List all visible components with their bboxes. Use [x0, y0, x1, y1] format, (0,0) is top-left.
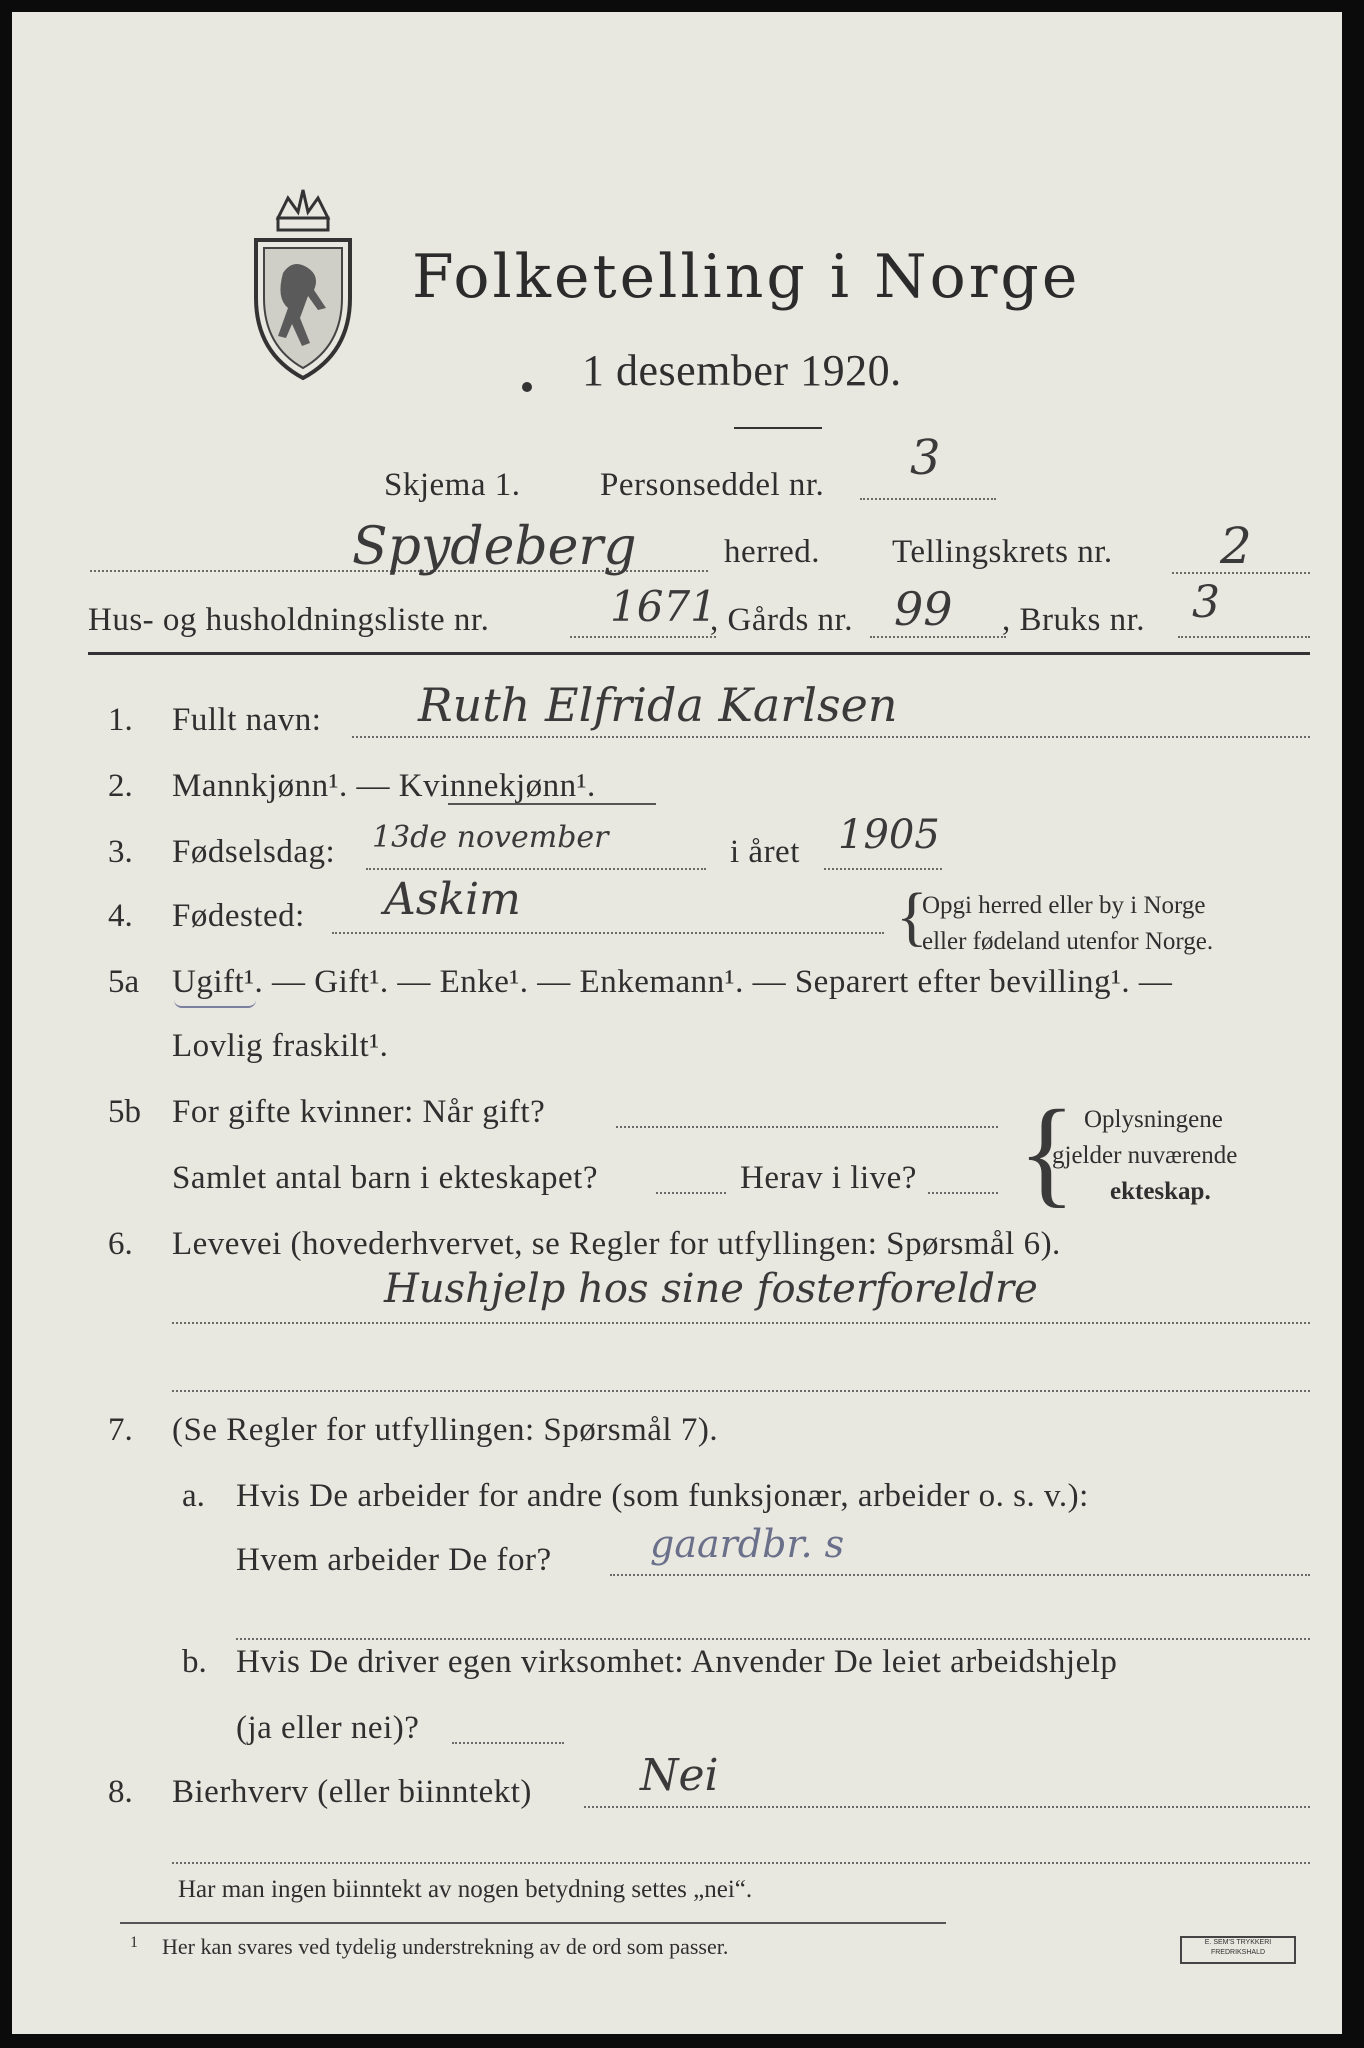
side-income-value[interactable]: Nei	[640, 1750, 719, 1801]
q7b-line-1: Hvis De driver egen virksomhet: Anvender De leiet arbeidshjelp	[236, 1644, 1118, 1680]
schema-label: Skjema 1.	[384, 467, 521, 503]
q4-label: Fødested:	[172, 898, 305, 934]
q4-number: 4.	[108, 898, 133, 934]
gards-value[interactable]: 99	[894, 582, 953, 636]
q3-label: Fødselsdag:	[172, 834, 336, 870]
q7b-line-2: (ja eller nei)?	[236, 1710, 420, 1746]
footnote-mark: 1	[130, 1934, 138, 1951]
header-rule	[88, 652, 1310, 655]
q5b-line-1: For gifte kvinner: Når gift?	[172, 1094, 546, 1130]
q7-number: 7.	[108, 1412, 133, 1448]
q4-brace: {	[896, 880, 928, 953]
personseddel-label: Personseddel nr.	[600, 467, 825, 503]
birth-year-value[interactable]: 1905	[838, 812, 940, 858]
occupation-value[interactable]: Hushjelp hos sine fosterforeldre	[384, 1266, 1038, 1312]
q5b-line-2b: Herav i live?	[740, 1160, 917, 1196]
footer-note: Har man ingen biinntekt av nogen betydning settes „nei“.	[178, 1876, 753, 1903]
page-title: Folketelling i Norge	[412, 242, 1081, 312]
bruks-value[interactable]: 3	[1192, 577, 1220, 628]
marital-options: Ugift¹. — Gift¹. — Enke¹. — Enkemann¹. — Separert efter bevilling¹. —	[172, 964, 1173, 1000]
footnote-text: Her kan svares ved tydelig understrekning av de ord som passer.	[162, 1934, 729, 1959]
title-divider	[734, 427, 822, 429]
footnote-rule	[120, 1922, 946, 1924]
q7a-letter: a.	[182, 1478, 205, 1514]
q4-note-2: eller fødeland utenfor Norge.	[922, 928, 1214, 955]
marital-options-cont: Lovlig fraskilt¹.	[172, 1028, 389, 1064]
q4-note-1: Opgi herred eller by i Norge	[922, 892, 1206, 919]
dot-mark	[522, 382, 532, 392]
gender-options: Mannkjønn¹. — Kvinnekjønn¹.	[172, 768, 596, 804]
tellingskrets-label: Tellingskrets nr.	[892, 534, 1113, 570]
birthday-value[interactable]: 13de november	[372, 820, 609, 855]
q1-number: 1.	[108, 702, 133, 738]
q7-label: (Se Regler for utfyllingen: Spørsmål 7).	[172, 1412, 719, 1448]
printer-stamp: E. SEM'S TRYKKERI FREDRIKSHALD	[1180, 1936, 1296, 1964]
coat-of-arms-icon	[248, 178, 358, 388]
employer-value[interactable]: gaardbr. s	[650, 1522, 845, 1566]
tellingskrets-value[interactable]: 2	[1220, 517, 1252, 575]
census-date: 1 desember 1920.	[582, 346, 902, 395]
q3-year-label: i året	[730, 834, 800, 870]
personseddel-value[interactable]: 3	[910, 430, 941, 486]
full-name-value[interactable]: Ruth Elfrida Karlsen	[418, 678, 898, 732]
herred-label: herred.	[724, 534, 821, 570]
birthplace-value[interactable]: Askim	[384, 874, 521, 925]
q5b-note-1: Oplysningene	[1084, 1106, 1223, 1133]
q7a-line-2: Hvem arbeider De for?	[236, 1542, 552, 1578]
herred-value[interactable]: Spydeberg	[352, 517, 637, 577]
gards-label: , Gårds nr.	[710, 602, 853, 638]
bruks-label: , Bruks nr.	[1002, 602, 1146, 638]
q5b-brace: {	[1018, 1085, 1076, 1218]
q5b-note-3: ekteskap.	[1110, 1178, 1211, 1205]
gender-underline	[448, 803, 656, 805]
ugift-underline	[174, 1000, 256, 1008]
q5b-note-2: gjelder nuværende	[1052, 1142, 1238, 1169]
hus-label: Hus- og husholdningsliste nr.	[88, 602, 490, 638]
q6-label: Levevei (hovederhvervet, se Regler for utfyllingen: Spørsmål 6).	[172, 1226, 1061, 1262]
q7a-line-1: Hvis De arbeider for andre (som funksjonær, arbeider o. s. v.):	[236, 1478, 1089, 1514]
q3-number: 3.	[108, 834, 133, 870]
q5b-line-2a: Samlet antal barn i ekteskapet?	[172, 1160, 599, 1196]
q6-number: 6.	[108, 1226, 133, 1262]
q5b-number: 5b	[108, 1094, 141, 1130]
q5a-number: 5a	[108, 964, 140, 1000]
census-form-sheet	[12, 12, 1342, 2034]
q8-number: 8.	[108, 1774, 133, 1810]
q8-label: Bierhverv (eller biinntekt)	[172, 1774, 532, 1810]
q2-number: 2.	[108, 768, 133, 804]
hus-value[interactable]: 1671	[610, 582, 717, 631]
q1-label: Fullt navn:	[172, 702, 322, 738]
q7b-letter: b.	[182, 1644, 207, 1680]
